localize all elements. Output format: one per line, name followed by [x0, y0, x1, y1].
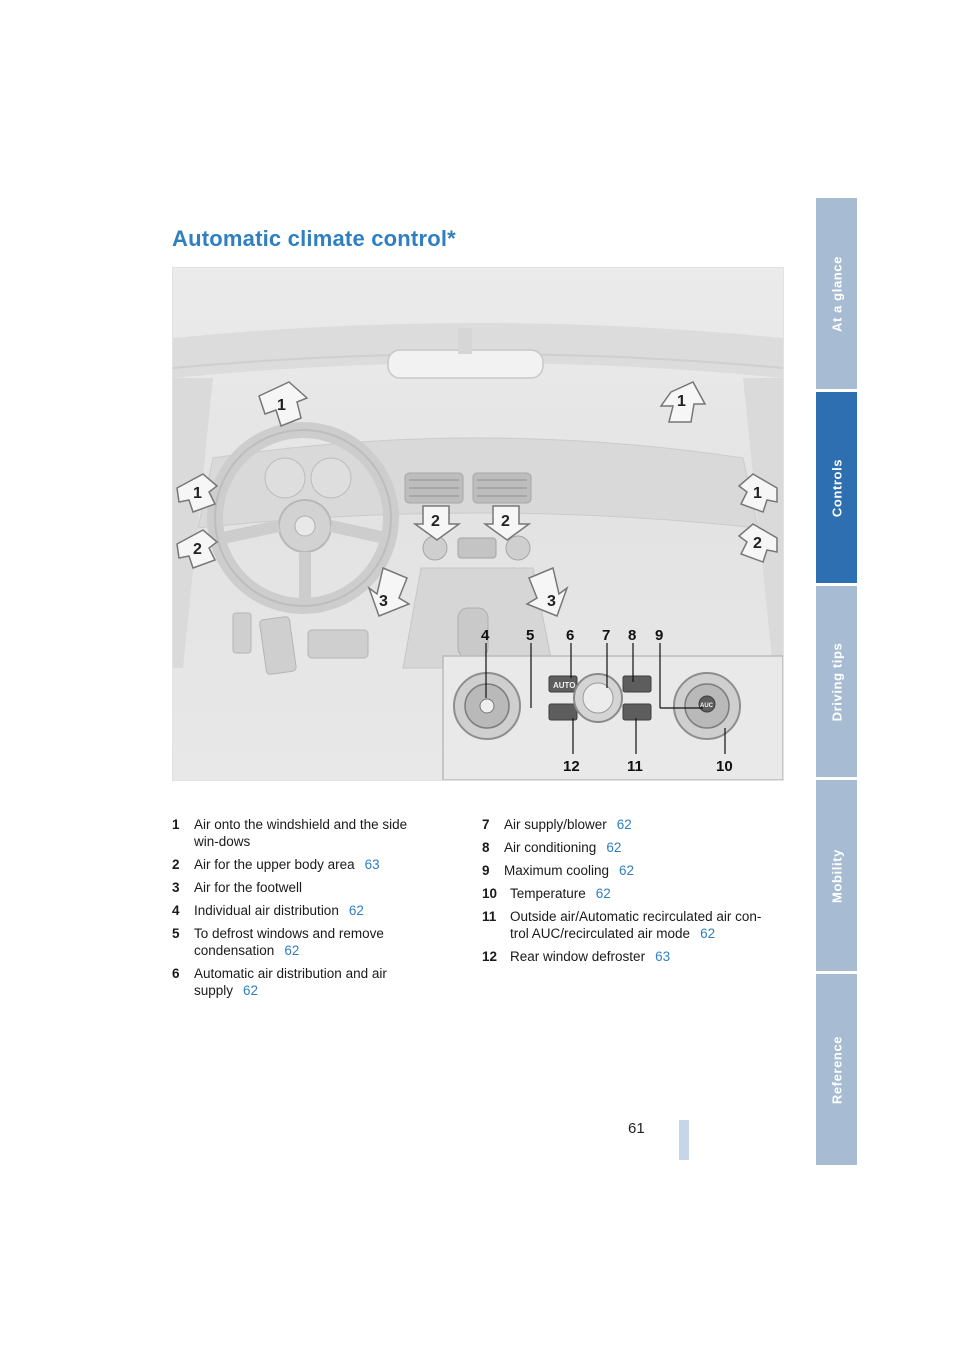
- tab-mobility[interactable]: [816, 780, 857, 971]
- legend-item-text: Air onto the windshield and the side win-dows: [194, 817, 408, 849]
- tab-label: Mobility: [829, 848, 844, 903]
- arrow-number-side-left: 1: [193, 485, 202, 502]
- legend-left-column: [172, 816, 432, 1005]
- callout-5: 5: [526, 627, 535, 644]
- callout-10: 10: [716, 758, 733, 775]
- legend-item: [172, 965, 432, 999]
- legend-item: [482, 862, 772, 879]
- callout-12: 12: [563, 758, 580, 775]
- legend-item-text: Air conditioning: [504, 840, 597, 855]
- page-reference-link[interactable]: 62: [619, 863, 635, 878]
- legend-item: [482, 885, 772, 902]
- arrow-number-upper-body-left: 2: [193, 541, 202, 558]
- legend-item: [482, 908, 772, 942]
- legend-item-number: 10: [482, 886, 498, 901]
- arrow-number-upper-body-right: 2: [753, 535, 762, 552]
- legend-right-column: [482, 816, 772, 971]
- legend-item-number: 5: [172, 926, 180, 941]
- arrow-number-footwell-left: 3: [379, 593, 388, 610]
- tab-label: At a glance: [829, 255, 844, 332]
- arrow-number-windshield-right: 1: [677, 393, 686, 410]
- chapter-tab-bar: [816, 198, 857, 1168]
- callout-8: 8: [628, 627, 637, 644]
- legend-item-text: To defrost windows and remove condensation: [194, 926, 384, 958]
- auto-button-label: AUTO: [553, 681, 576, 690]
- legend-item: [482, 816, 772, 833]
- legend-item: [172, 879, 432, 896]
- callout-6: 6: [566, 627, 575, 644]
- legend-item-text: Rear window defroster: [510, 949, 646, 964]
- legend-item-number: 8: [482, 840, 490, 855]
- legend-item-text: Maximum cooling: [504, 863, 610, 878]
- page-reference-link[interactable]: 62: [700, 926, 716, 941]
- arrow-number-upper-body-center-left: 2: [431, 513, 440, 530]
- page-reference-link[interactable]: 62: [616, 817, 632, 832]
- legend-item-text: Temperature: [510, 886, 586, 901]
- arrow-number-footwell-right: 3: [547, 593, 556, 610]
- legend-item: [172, 902, 432, 919]
- page-reference-link[interactable]: 62: [243, 983, 259, 998]
- legend-item-number: 6: [172, 966, 180, 981]
- tab-label: Reference: [829, 1035, 844, 1104]
- callout-9: 9: [655, 627, 664, 644]
- legend-item-number: 2: [172, 857, 180, 872]
- legend-item-number: 12: [482, 949, 498, 964]
- legend-item-text: Air for the footwell: [194, 880, 303, 895]
- legend-item: [172, 856, 432, 873]
- tab-driving-tips[interactable]: [816, 586, 857, 777]
- tab-label: Driving tips: [829, 642, 844, 721]
- page-marker-bar: [679, 1120, 689, 1160]
- page-title: Automatic climate control*: [172, 226, 456, 251]
- page-number: 61: [628, 1120, 645, 1137]
- legend-item-number: 1: [172, 817, 180, 832]
- page-reference-link[interactable]: 62: [284, 943, 300, 958]
- callout-11: 11: [627, 758, 643, 775]
- legend-item: [482, 839, 772, 856]
- legend-item-number: 3: [172, 880, 180, 895]
- legend-item-number: 4: [172, 903, 180, 918]
- page-reference-link[interactable]: 62: [595, 886, 611, 901]
- legend-item: [172, 816, 432, 850]
- legend-item-text: Air for the upper body area: [194, 857, 355, 872]
- callout-4: 4: [481, 627, 490, 644]
- legend-item: [172, 925, 432, 959]
- legend-item-text: Air supply/blower: [504, 817, 607, 832]
- page-reference-link[interactable]: 63: [655, 949, 671, 964]
- tab-controls[interactable]: [816, 392, 857, 583]
- page-reference-link[interactable]: 62: [348, 903, 364, 918]
- legend-item-text: Individual air distribution: [194, 903, 339, 918]
- legend-item-number: 7: [482, 817, 490, 832]
- arrow-number-upper-body-center-right: 2: [501, 513, 510, 530]
- tab-at-a-glance[interactable]: [816, 198, 857, 389]
- legend-item-number: 11: [482, 909, 497, 924]
- legend-item-text: Automatic air distribution and air supply: [194, 966, 387, 998]
- arrow-number-windshield-left: 1: [277, 397, 286, 414]
- legend-item-text: Outside air/Automatic recirculated air con-trol AUC/recirculated air mode: [510, 909, 762, 941]
- legend-item: [482, 948, 772, 965]
- callout-7: 7: [602, 627, 611, 644]
- page-reference-link[interactable]: 62: [606, 840, 622, 855]
- page-reference-link[interactable]: 63: [364, 857, 380, 872]
- tab-reference[interactable]: [816, 974, 857, 1165]
- legend-item-number: 9: [482, 863, 490, 878]
- dashboard-illustration: [172, 267, 784, 781]
- tab-label: Controls: [829, 458, 844, 517]
- auc-button-label: AUC: [700, 703, 713, 709]
- arrow-number-side-right: 1: [753, 485, 762, 502]
